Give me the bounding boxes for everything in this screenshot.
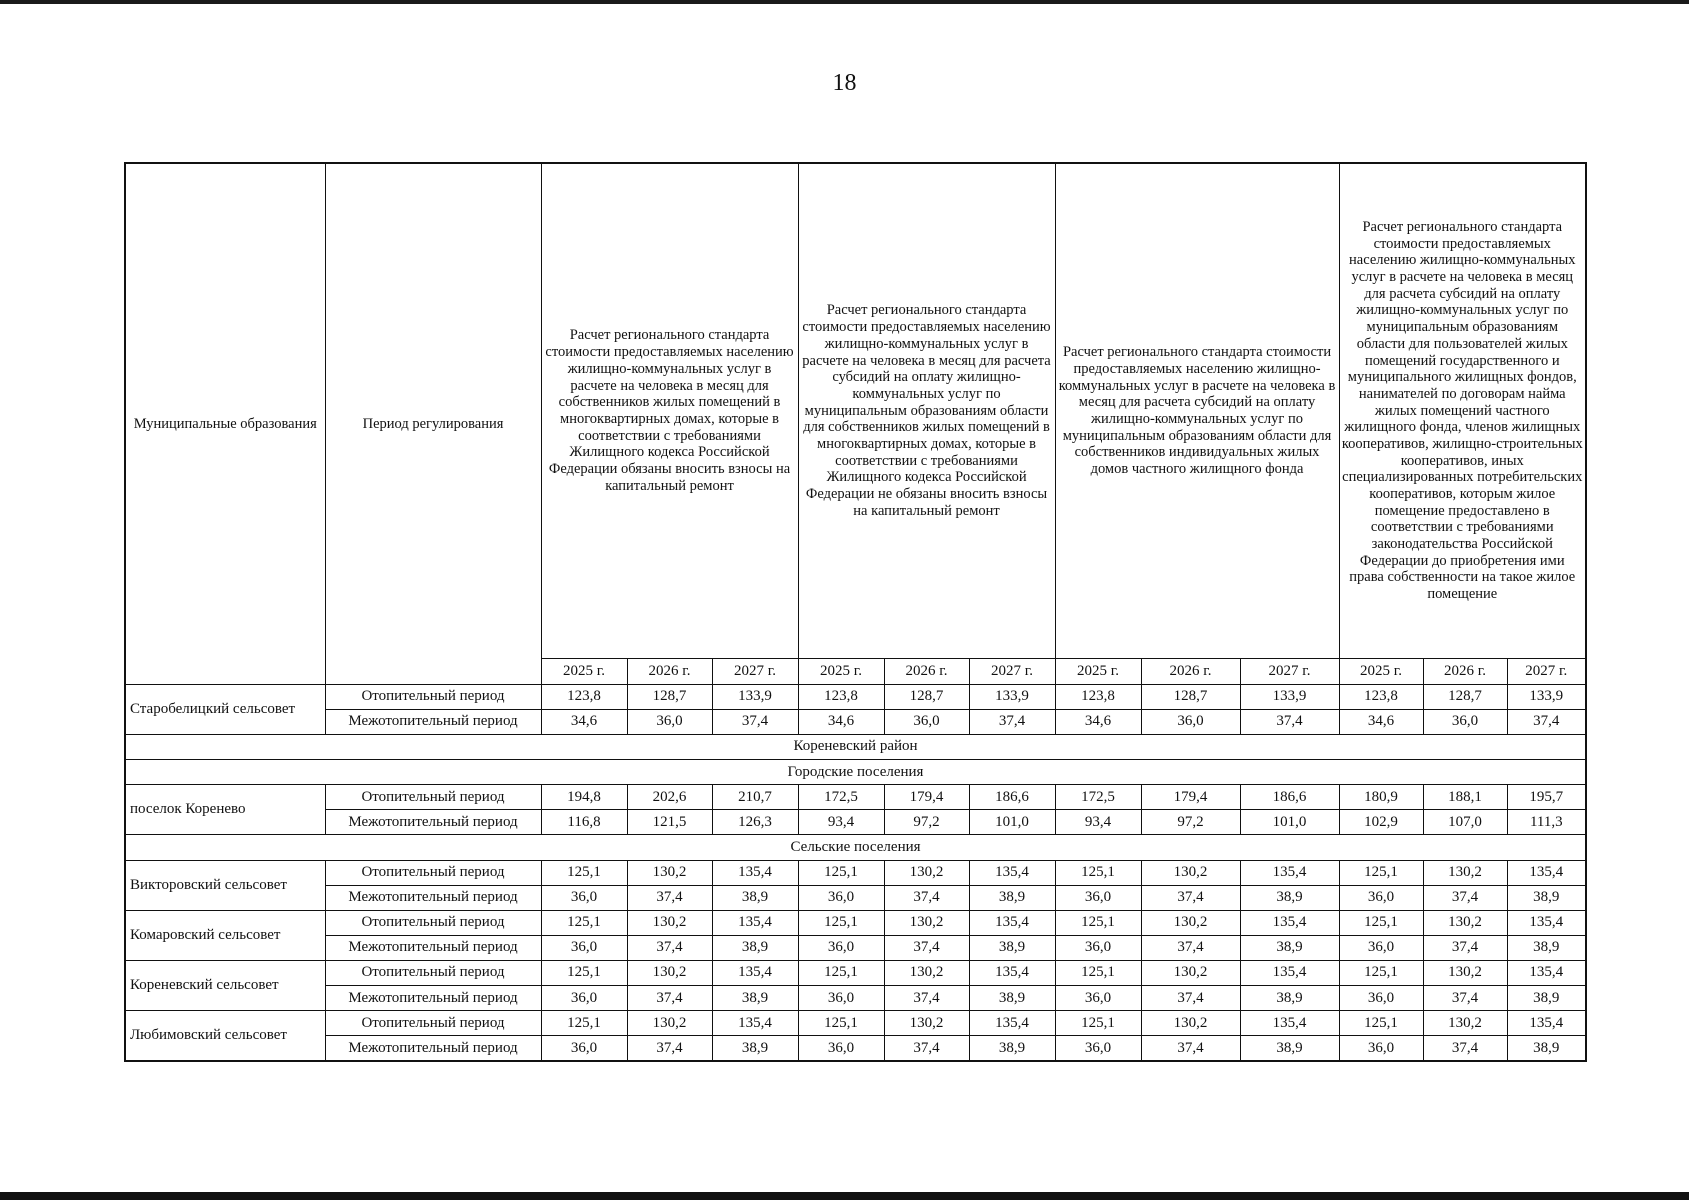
year-cell: 2025 г. [798,658,884,684]
value-cell: 130,2 [1141,961,1240,986]
scan-edge-top [0,0,1689,4]
value-cell: 186,6 [969,785,1055,810]
value-cell: 37,4 [1240,709,1339,734]
value-cell: 37,4 [627,1036,712,1061]
value-cell: 172,5 [798,785,884,810]
value-cell: 130,2 [884,961,969,986]
value-cell: 125,1 [798,1011,884,1036]
value-cell: 125,1 [1339,860,1423,885]
year-cell: 2026 г. [884,658,969,684]
value-cell: 135,4 [1507,860,1586,885]
header-period: Период регулирования [325,163,541,684]
value-cell: 125,1 [1339,961,1423,986]
value-cell: 125,1 [1055,961,1141,986]
period-label: Межотопительный период [325,810,541,835]
value-cell: 128,7 [627,684,712,709]
value-cell: 38,9 [1507,986,1586,1011]
value-cell: 37,4 [627,986,712,1011]
value-cell: 130,2 [884,1011,969,1036]
value-cell: 130,2 [1423,910,1507,935]
district-heading: Кореневский район [125,735,1586,760]
value-cell: 130,2 [627,961,712,986]
value-cell: 123,8 [541,684,627,709]
value-cell: 123,8 [798,684,884,709]
value-cell: 36,0 [541,986,627,1011]
value-cell: 130,2 [884,860,969,885]
value-cell: 38,9 [1507,885,1586,910]
value-cell: 195,7 [1507,785,1586,810]
year-cell: 2026 г. [1141,658,1240,684]
table-row [125,885,1586,910]
value-cell: 135,4 [1507,1011,1586,1036]
value-cell: 125,1 [1339,910,1423,935]
value-cell: 133,9 [712,684,798,709]
table-row [125,860,1586,885]
table-row [125,684,1586,709]
value-cell: 186,6 [1240,785,1339,810]
value-cell: 125,1 [541,961,627,986]
year-cell: 2027 г. [712,658,798,684]
value-cell: 97,2 [884,810,969,835]
value-cell: 34,6 [1339,709,1423,734]
value-cell: 210,7 [712,785,798,810]
value-cell: 37,4 [627,935,712,960]
value-cell: 34,6 [541,709,627,734]
value-cell: 37,4 [627,885,712,910]
year-cell: 2026 г. [1423,658,1507,684]
value-cell: 102,9 [1339,810,1423,835]
value-cell: 130,2 [1141,910,1240,935]
table-row [125,709,1586,734]
value-cell: 36,0 [541,885,627,910]
value-cell: 37,4 [884,986,969,1011]
value-cell: 107,0 [1423,810,1507,835]
district-heading-row [125,735,1586,760]
value-cell: 135,4 [969,860,1055,885]
value-cell: 36,0 [798,986,884,1011]
value-cell: 37,4 [712,709,798,734]
table-row [125,810,1586,835]
value-cell: 38,9 [969,885,1055,910]
value-cell: 36,0 [1423,709,1507,734]
value-cell: 130,2 [1423,961,1507,986]
value-cell: 125,1 [1055,860,1141,885]
year-cell: 2025 г. [1055,658,1141,684]
value-cell: 101,0 [969,810,1055,835]
section-heading-rural: Сельские поселения [125,835,1586,860]
value-cell: 93,4 [798,810,884,835]
header-municipality: Муниципальные образования [125,163,325,684]
table-row [125,986,1586,1011]
value-cell: 123,8 [1055,684,1141,709]
value-cell: 135,4 [1240,961,1339,986]
value-cell: 130,2 [1141,1011,1240,1036]
value-cell: 135,4 [1240,860,1339,885]
period-label: Межотопительный период [325,709,541,734]
value-cell: 36,0 [1339,935,1423,960]
value-cell: 93,4 [1055,810,1141,835]
value-cell: 130,2 [1141,860,1240,885]
municipality-name: Комаровский сельсовет [125,910,325,960]
value-cell: 125,1 [1055,1011,1141,1036]
table-row [125,785,1586,810]
value-cell: 37,4 [884,935,969,960]
value-cell: 130,2 [627,1011,712,1036]
value-cell: 36,0 [541,1036,627,1061]
scan-edge-bottom [0,1192,1689,1200]
year-cell: 2025 г. [541,658,627,684]
value-cell: 125,1 [1339,1011,1423,1036]
value-cell: 135,4 [969,910,1055,935]
value-cell: 37,4 [969,709,1055,734]
value-cell: 36,0 [1339,1036,1423,1061]
value-cell: 38,9 [1507,1036,1586,1061]
value-cell: 37,4 [1423,986,1507,1011]
section-heading-rural-row [125,835,1586,860]
value-cell: 130,2 [1423,1011,1507,1036]
value-cell: 116,8 [541,810,627,835]
period-label: Межотопительный период [325,986,541,1011]
municipality-name: Старобелицкий сельсовет [125,684,325,734]
municipality-name: Викторовский сельсовет [125,860,325,910]
value-cell: 36,0 [798,1036,884,1061]
year-cell: 2027 г. [1240,658,1339,684]
value-cell: 34,6 [1055,709,1141,734]
section-heading-urban-row [125,760,1586,785]
value-cell: 135,4 [1240,910,1339,935]
value-cell: 36,0 [1055,935,1141,960]
value-cell: 202,6 [627,785,712,810]
municipality-name: Кореневский сельсовет [125,961,325,1011]
value-cell: 37,4 [1141,986,1240,1011]
value-cell: 125,1 [541,1011,627,1036]
value-cell: 38,9 [712,935,798,960]
value-cell: 133,9 [1240,684,1339,709]
period-label: Отопительный период [325,961,541,986]
value-cell: 37,4 [1141,885,1240,910]
value-cell: 188,1 [1423,785,1507,810]
value-cell: 123,8 [1339,684,1423,709]
header-row [125,163,1586,658]
year-cell: 2025 г. [1339,658,1423,684]
value-cell: 179,4 [1141,785,1240,810]
table-row [125,1036,1586,1061]
value-cell: 194,8 [541,785,627,810]
period-label: Межотопительный период [325,1036,541,1061]
header-group-1: Расчет регионального стандарта стоимости предоставляемых населению жилищно-коммунальных услуг в расчете на человека в месяц для собственников жилых помещений в многоквартирных домах, которые в соответствии с требованиями Жилищного кодекса Российской Федерации обязаны вносить взносы на капитальный ремонт [541,163,798,658]
header-group-4: Расчет регионального стандарта стоимости предоставляемых населению жилищно-коммунальных услуг в расчете на человека в месяц для расчета субсидий на оплату жилищно-коммунальных услуг по муниципальным образованиям области для пользователей жилых помещений государственного и муниципального жилищных фондов, нанимателей по договорам найма жилых помещений частного жилищного фонда, членов жилищных кооперативов, жилищно-строительных кооперативов, иных специализированных потребительских кооперативов, которым жилое помещение предоставлено в соответствии с требованиями законодательства Российской Федерации до приобретения ими права собственности на такое жилое помещение [1339,163,1586,658]
value-cell: 125,1 [541,860,627,885]
value-cell: 179,4 [884,785,969,810]
value-cell: 36,0 [1339,885,1423,910]
header-group-3: Расчет регионального стандарта стоимости предоставляемых населению жилищно-коммунальных услуг в расчете на человека в месяц для расчета субсидий на оплату жилищно-коммунальных услуг по муниципальным образованиям области для собственников индивидуальных жилых домов частного жилищного фонда [1055,163,1339,658]
value-cell: 125,1 [798,860,884,885]
value-cell: 36,0 [884,709,969,734]
year-cell: 2027 г. [969,658,1055,684]
value-cell: 172,5 [1055,785,1141,810]
value-cell: 36,0 [1055,986,1141,1011]
page-number: 18 [832,70,857,96]
value-cell: 128,7 [1423,684,1507,709]
value-cell: 128,7 [884,684,969,709]
value-cell: 111,3 [1507,810,1586,835]
value-cell: 37,4 [1423,935,1507,960]
value-cell: 37,4 [884,885,969,910]
period-label: Межотопительный период [325,935,541,960]
value-cell: 180,9 [1339,785,1423,810]
value-cell: 135,4 [1507,910,1586,935]
value-cell: 36,0 [627,709,712,734]
value-cell: 36,0 [1055,1036,1141,1061]
value-cell: 36,0 [541,935,627,960]
value-cell: 125,1 [798,910,884,935]
value-cell: 38,9 [1240,1036,1339,1061]
period-label: Отопительный период [325,860,541,885]
value-cell: 38,9 [1240,986,1339,1011]
value-cell: 97,2 [1141,810,1240,835]
value-cell: 37,4 [1141,935,1240,960]
value-cell: 101,0 [1240,810,1339,835]
table-row [125,1011,1586,1036]
value-cell: 38,9 [1507,935,1586,960]
table-row [125,961,1586,986]
value-cell: 133,9 [1507,684,1586,709]
value-cell: 38,9 [969,935,1055,960]
value-cell: 37,4 [1423,1036,1507,1061]
header-group-2: Расчет регионального стандарта стоимости предоставляемых населению жилищно-коммунальных услуг в расчете на человека в месяц для расчета субсидий на оплату жилищно-коммунальных услуг по муниципальным образованиям области для собственников жилых помещений в многоквартирных домах, которые в соответствии с требованиями Жилищного кодекса Российской Федерации не обязаны вносить взносы на капитальный ремонт [798,163,1055,658]
value-cell: 36,0 [1141,709,1240,734]
value-cell: 38,9 [1240,885,1339,910]
value-cell: 135,4 [969,961,1055,986]
value-cell: 135,4 [1240,1011,1339,1036]
value-cell: 135,4 [712,1011,798,1036]
value-cell: 38,9 [969,986,1055,1011]
value-cell: 130,2 [627,910,712,935]
municipality-name: Любимовский сельсовет [125,1011,325,1061]
value-cell: 34,6 [798,709,884,734]
year-cell: 2026 г. [627,658,712,684]
value-cell: 36,0 [1055,885,1141,910]
value-cell: 36,0 [798,935,884,960]
period-label: Отопительный период [325,1011,541,1036]
value-cell: 135,4 [712,860,798,885]
value-cell: 37,4 [1507,709,1586,734]
municipality-name: поселок Коренево [125,785,325,835]
tariff-table [124,162,1587,1062]
period-label: Межотопительный период [325,885,541,910]
value-cell: 135,4 [712,910,798,935]
value-cell: 125,1 [1055,910,1141,935]
value-cell: 126,3 [712,810,798,835]
value-cell: 121,5 [627,810,712,835]
section-heading-urban: Городские поселения [125,760,1586,785]
value-cell: 130,2 [627,860,712,885]
value-cell: 133,9 [969,684,1055,709]
value-cell: 38,9 [969,1036,1055,1061]
value-cell: 37,4 [884,1036,969,1061]
value-cell: 38,9 [1240,935,1339,960]
period-label: Отопительный период [325,910,541,935]
value-cell: 135,4 [969,1011,1055,1036]
value-cell: 125,1 [541,910,627,935]
value-cell: 37,4 [1423,885,1507,910]
period-label: Отопительный период [325,785,541,810]
table-row [125,935,1586,960]
year-cell: 2027 г. [1507,658,1586,684]
value-cell: 135,4 [712,961,798,986]
value-cell: 38,9 [712,1036,798,1061]
value-cell: 135,4 [1507,961,1586,986]
value-cell: 125,1 [798,961,884,986]
value-cell: 38,9 [712,986,798,1011]
value-cell: 128,7 [1141,684,1240,709]
value-cell: 130,2 [1423,860,1507,885]
table-row [125,910,1586,935]
value-cell: 37,4 [1141,1036,1240,1061]
value-cell: 36,0 [1339,986,1423,1011]
period-label: Отопительный период [325,684,541,709]
value-cell: 36,0 [798,885,884,910]
value-cell: 130,2 [884,910,969,935]
value-cell: 38,9 [712,885,798,910]
